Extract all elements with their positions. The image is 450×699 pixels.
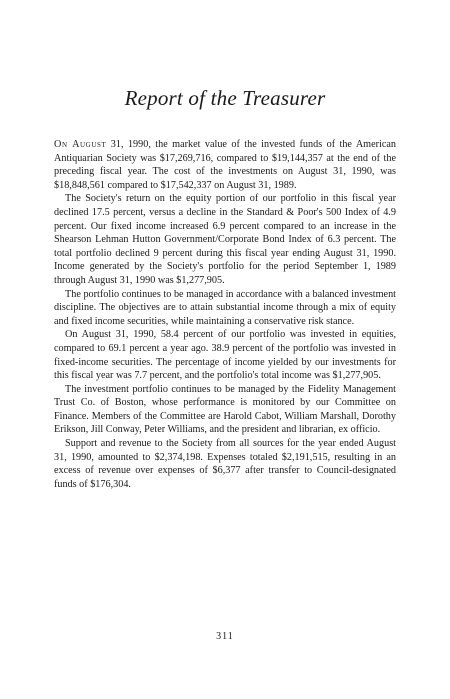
paragraph-equity-return: The Society's return on the equity portion of our portfolio in this fiscal year declined 17.5 percent, versus a decline in the Standard & Poor's 500 Index of 4.9 percent. Our fixed income increased 6.9 percent compared to an increase in the Shearson Lehman Hutton Government/Corporate Bond Index of 6.3 percent. The total portfolio declined 9 percent during this fiscal year ending August 31, 1990. Income generated by the Society's portfolio for the period September 1, 1989 through August 31, 1990 was $1,277,905. [54, 193, 396, 286]
paragraph-portfolio-allocation: On August 31, 1990, 58.4 percent of our portfolio was invested in equities, compared to 69.1 percent a year ago. 38.9 percent of the portfolio was invested in fixed-income securities. The percentage of income yielded by our investments for this fiscal year was 7.7 percent, and the portfolio's total income was $1,277,905. [54, 329, 396, 382]
paragraph-lead-in: On August [54, 139, 107, 150]
page-title: Report of the Treasurer [124, 86, 326, 110]
paragraph-investment-discipline: The portfolio continues to be managed in accordance with a balanced investment discipline. The objectives are to attain substantial income through a mix of equity and fixed income securities, while maintaining a conservative risk stance. [54, 288, 396, 327]
paragraph-text: 31, 1990, the market value of the invested funds of the American Antiquarian Society was $17,269,716, compared to $19,144,357 at the end of the preceding fiscal year. The cost of the investments on August 31, 1990, was $18,848,561 compared to $17,542,337 on August 31, 1989. [54, 139, 396, 191]
paragraph-market-value [54, 138, 396, 192]
paragraph-support-revenue: Support and revenue to the Society from all sources for the year ended August 31, 1990, amounted to $2,374,198. Expenses totaled $2,191,515, resulting in an excess of revenue over expenses of $6,377 after transfer to Council-designated funds of $176,304. [54, 438, 396, 490]
page-number: 311 [216, 631, 234, 642]
paragraph-portfolio-management: The investment portfolio continues to be managed by the Fidelity Management Trust Co. of Boston, whose performance is monitored by our Committee on Finance. Members of the Committee are Harold Cabot, William Marshall, Dorothy Erikson, Jill Conway, Peter Williams, and the president and librarian, ex officio. [54, 383, 396, 436]
report-body [54, 138, 396, 491]
